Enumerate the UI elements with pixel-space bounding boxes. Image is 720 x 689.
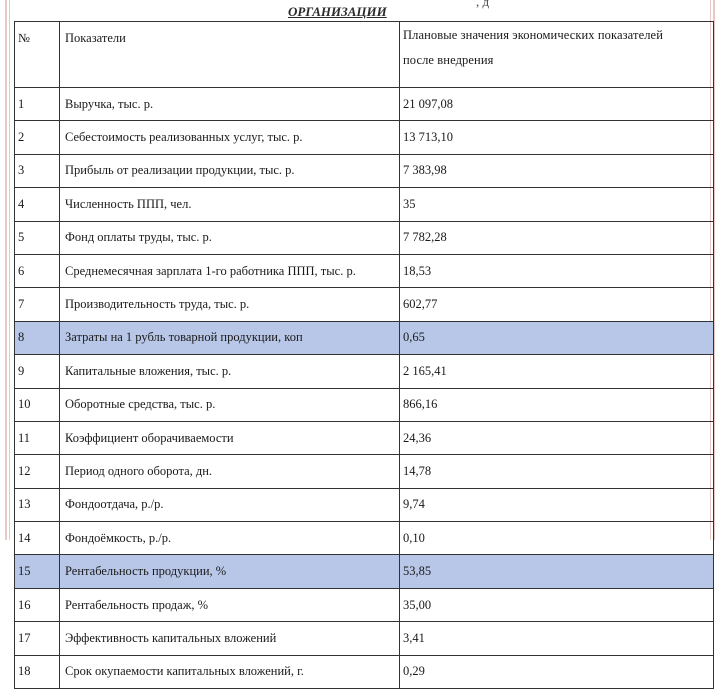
- row-number: 2: [15, 121, 60, 154]
- table-row: [15, 221, 714, 254]
- row-indicator: Срок окупаемости капитальных вложений, г.: [60, 655, 400, 688]
- row-value: 18,53: [400, 254, 714, 287]
- table-row: [15, 388, 714, 421]
- row-number: 5: [15, 221, 60, 254]
- row-number: 6: [15, 254, 60, 287]
- row-value: 0,10: [400, 522, 714, 555]
- table-row: [15, 522, 714, 555]
- table-row: [15, 154, 714, 187]
- table-row: [15, 488, 714, 521]
- row-value: 53,85: [400, 555, 714, 588]
- indicators-table: [14, 21, 714, 689]
- row-value: 24,36: [400, 421, 714, 454]
- row-value: 13 713,10: [400, 121, 714, 154]
- table-row: [15, 355, 714, 388]
- table-row-highlighted: [15, 555, 714, 588]
- table-row: [15, 421, 714, 454]
- table-row: [15, 288, 714, 321]
- row-indicator: Фондоотдача, р./р.: [60, 488, 400, 521]
- row-value: 0,29: [400, 655, 714, 688]
- row-indicator: Рентабельность продукции, %: [60, 555, 400, 588]
- row-number: 8: [15, 321, 60, 354]
- row-indicator: Период одного оборота, дн.: [60, 455, 400, 488]
- header-planned-values-line2: после внедрения: [403, 53, 494, 67]
- row-number: 7: [15, 288, 60, 321]
- row-indicator: Коэффициент оборачиваемости: [60, 421, 400, 454]
- row-number: 11: [15, 421, 60, 454]
- row-number: 17: [15, 622, 60, 655]
- row-value: 14,78: [400, 455, 714, 488]
- header-indicator: Показатели: [60, 22, 400, 88]
- table-body: [15, 88, 714, 689]
- table-header-row: [15, 22, 714, 88]
- page-title: ОРГАНИЗАЦИИ: [288, 4, 387, 19]
- row-value: 602,77: [400, 288, 714, 321]
- row-value: 21 097,08: [400, 88, 714, 121]
- row-indicator: Себестоимость реализованных услуг, тыс. р.: [60, 121, 400, 154]
- row-value: 7 782,28: [400, 221, 714, 254]
- row-indicator: Производительность труда, тыс. р.: [60, 288, 400, 321]
- row-number: 10: [15, 388, 60, 421]
- row-indicator: Эффективность капитальных вложений: [60, 622, 400, 655]
- header-planned-values: [400, 22, 714, 88]
- row-indicator: Затраты на 1 рубль товарной продукции, коп: [60, 321, 400, 354]
- row-value: 7 383,98: [400, 154, 714, 187]
- row-number: 18: [15, 655, 60, 688]
- row-number: 16: [15, 588, 60, 621]
- table-row: [15, 254, 714, 287]
- row-number: 4: [15, 188, 60, 221]
- row-value: 35,00: [400, 588, 714, 621]
- row-number: 12: [15, 455, 60, 488]
- row-indicator: Оборотные средства, тыс. р.: [60, 388, 400, 421]
- row-indicator: Рентабельность продаж, %: [60, 588, 400, 621]
- row-value: 866,16: [400, 388, 714, 421]
- table-row: [15, 588, 714, 621]
- title-fragment: , д: [476, 0, 490, 9]
- table-row: [15, 455, 714, 488]
- row-indicator: Прибыль от реализации продукции, тыс. р.: [60, 154, 400, 187]
- table-row: [15, 121, 714, 154]
- row-indicator: Среднемесячная зарплата 1-го работника ППП, тыс. р.: [60, 254, 400, 287]
- frame-border-left-inner: [9, 0, 10, 540]
- table-row-highlighted: [15, 321, 714, 354]
- table-row: [15, 622, 714, 655]
- row-number: 9: [15, 355, 60, 388]
- row-number: 15: [15, 555, 60, 588]
- table-row: [15, 188, 714, 221]
- row-number: 3: [15, 154, 60, 187]
- table-row: [15, 655, 714, 688]
- row-value: 0,65: [400, 321, 714, 354]
- row-indicator: Выручка, тыс. р.: [60, 88, 400, 121]
- row-value: 3,41: [400, 622, 714, 655]
- header-planned-values-line1: Плановые значения экономических показателей: [403, 28, 663, 42]
- frame-border-left: [5, 0, 7, 540]
- header-number: №: [15, 22, 60, 88]
- row-number: 13: [15, 488, 60, 521]
- row-number: 14: [15, 522, 60, 555]
- row-value: 35: [400, 188, 714, 221]
- row-indicator: Капитальные вложения, тыс. р.: [60, 355, 400, 388]
- table-row: [15, 88, 714, 121]
- row-indicator: Фонд оплаты труды, тыс. р.: [60, 221, 400, 254]
- row-value: 9,74: [400, 488, 714, 521]
- row-indicator: Фондоёмкость, р./р.: [60, 522, 400, 555]
- row-number: 1: [15, 88, 60, 121]
- row-value: 2 165,41: [400, 355, 714, 388]
- row-indicator: Численность ППП, чел.: [60, 188, 400, 221]
